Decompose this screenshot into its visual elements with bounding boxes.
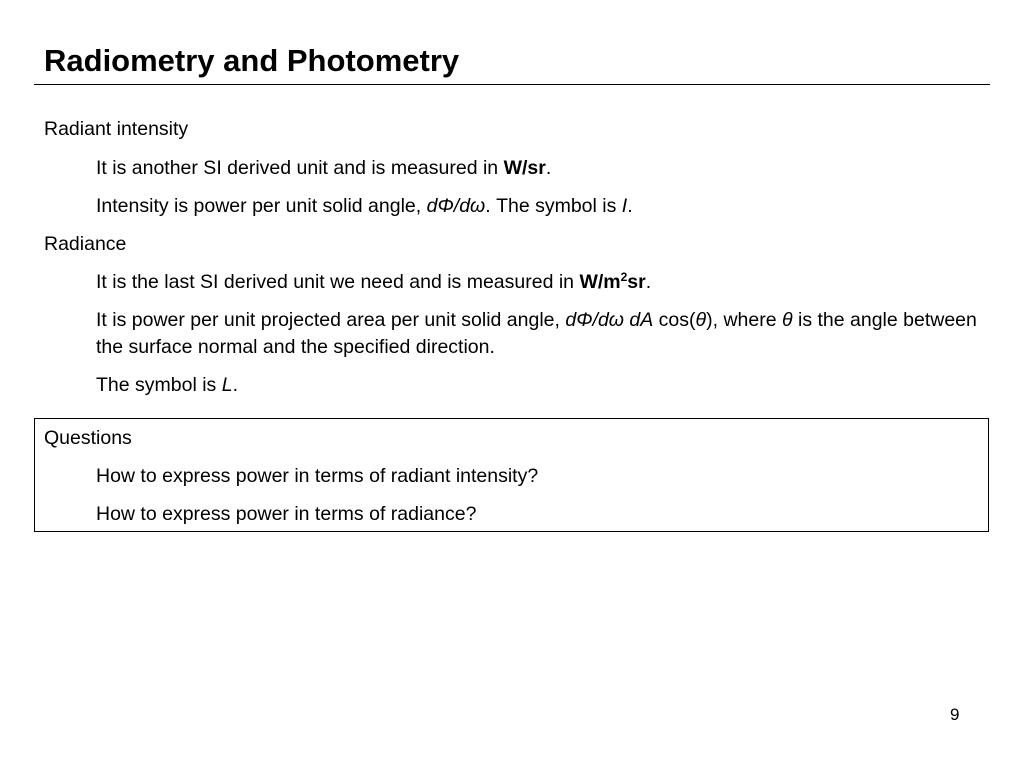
unit-text: W/m: [579, 271, 621, 293]
line-text: Intensity is power per unit solid angle,: [96, 195, 427, 217]
theta-symbol: θ: [781, 309, 793, 331]
radiance-unit-line: [96, 269, 651, 296]
line-mid: . The symbol is: [485, 195, 622, 217]
theta-symbol: θ: [695, 309, 707, 331]
cos-open: cos(: [653, 309, 696, 331]
symbol: L: [221, 374, 233, 396]
radiance-heading: Radiance: [44, 233, 127, 255]
line-text: The symbol is: [96, 374, 222, 396]
unit-superscript: 2: [620, 270, 628, 284]
line-end: .: [545, 157, 552, 179]
line-text: It is the last SI derived unit we need and is measured in: [96, 271, 580, 293]
unit-text-tail: sr: [627, 271, 646, 293]
line-text: It is power per unit projected area per unit solid angle,: [96, 309, 566, 331]
radiant-intensity-heading: Radiant intensity: [44, 118, 189, 140]
radiant-intensity-unit-line: [96, 155, 551, 182]
radiance-definition-line: [96, 307, 986, 361]
cos-close: ), where: [706, 309, 782, 331]
question-item: How to express power in terms of radiance?: [96, 503, 477, 525]
unit-text: W/sr: [503, 157, 546, 179]
symbol: I: [621, 195, 628, 217]
title-divider: [34, 84, 990, 85]
line-end: .: [627, 195, 633, 217]
question-item: How to express power in terms of radiant intensity?: [96, 465, 539, 487]
line-rest: is the angle between the surface normal and the specified direction.: [96, 309, 977, 358]
expression: dΦ/dω: [426, 195, 486, 217]
expression: dΦ/dω dA: [565, 309, 654, 331]
line-end: .: [645, 271, 652, 293]
line-end: .: [232, 374, 238, 396]
radiant-intensity-definition-line: [96, 193, 633, 220]
slide-title: Radiometry and Photometry: [44, 43, 460, 78]
questions-heading: Questions: [44, 427, 132, 449]
radiance-symbol-line: [96, 372, 238, 399]
page-number: 9: [950, 705, 960, 724]
line-text: It is another SI derived unit and is measured in: [96, 157, 504, 179]
